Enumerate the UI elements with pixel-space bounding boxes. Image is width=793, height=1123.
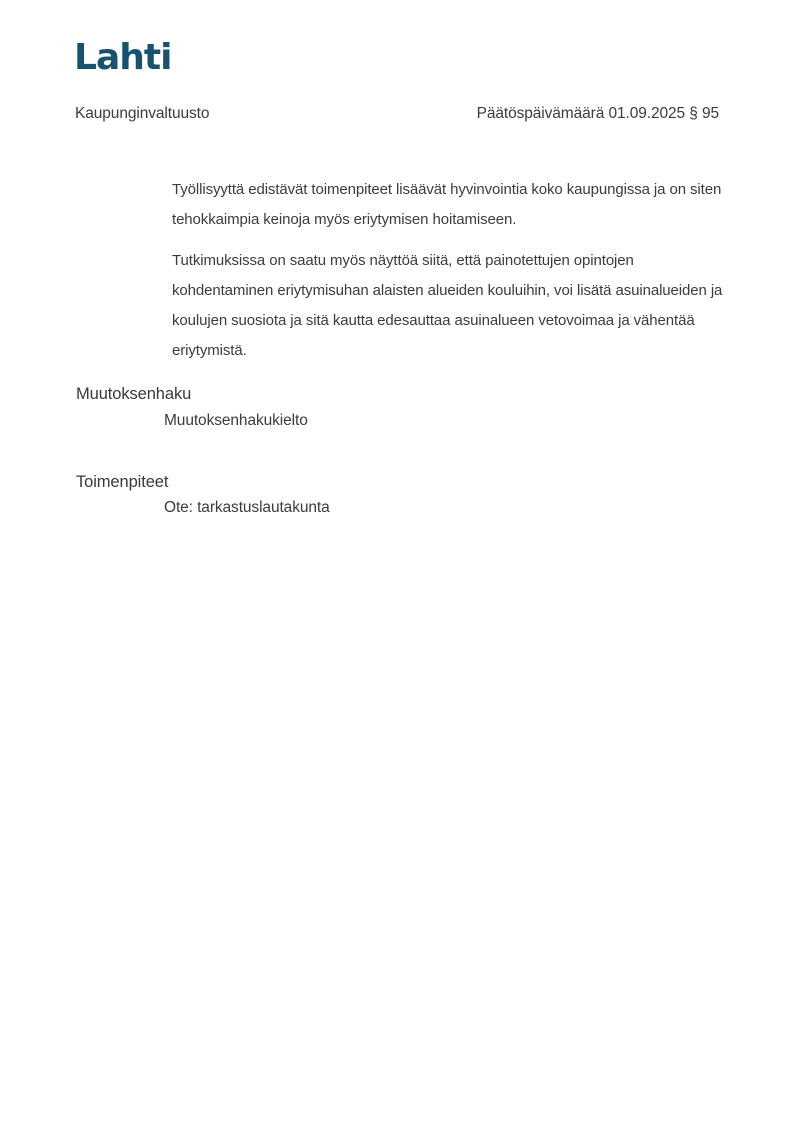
body-text [172,175,728,366]
lahti-logo: Lahti [74,37,172,78]
body-paragraph: Tutkimuksissa on saatu myös näyttöä siitä, että painotettujen opintojen kohdentaminen eriytymisuhan alaisten alueiden kouluihin, voi lisätä asuinalueiden ja koulujen suosiota ja sitä kautta edesauttaa asuinalueen vetovoimaa ja vähentää eriytymistä. [172,252,723,359]
section-content-muutoksenhakukielto: Muutoksenhakukielto [164,412,308,429]
section-heading-toimenpiteet: Toimenpiteet [76,473,169,491]
body-paragraph: Työllisyyttä edistävät toimenpiteet lisäävät hyvinvointia koko kaupungissa ja on siten tehokkaimpia keinoja myös eriytymisen hoitamiseen. [172,181,722,228]
section-heading-muutoksenhaku: Muutoksenhaku [76,385,192,403]
header-organization: Kaupunginvaltuusto [75,105,210,122]
document-header [75,105,719,123]
section-content-ote: Ote: tarkastuslautakunta [164,499,330,516]
header-decision-date: Päätöspäivämäärä 01.09.2025 § 95 [476,105,719,122]
